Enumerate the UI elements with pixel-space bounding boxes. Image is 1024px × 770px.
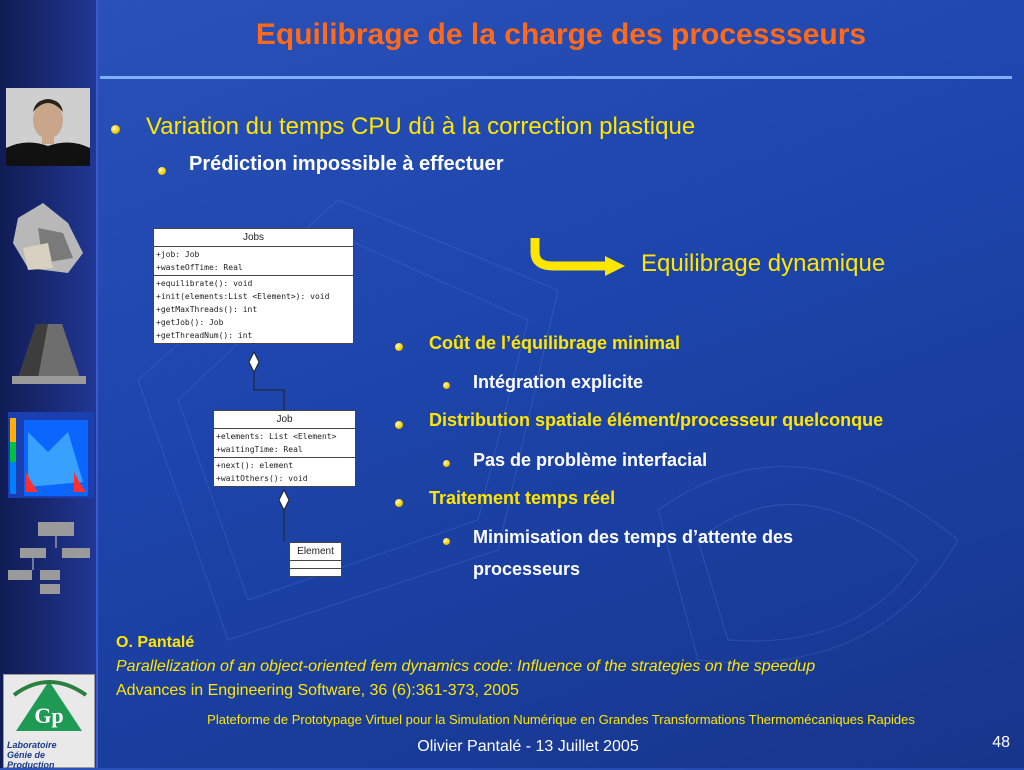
- bullet-icon: [443, 382, 450, 389]
- feature-2: Distribution spatiale élément/processeur quelconque: [429, 410, 884, 430]
- uml-attributes: [154, 247, 353, 276]
- bullet-icon: [395, 499, 403, 507]
- aggregation-diamond-icon: [249, 352, 259, 372]
- association-line: [254, 372, 284, 410]
- bullet-icon: [443, 460, 450, 467]
- lab-logo-line2: Génie de Production: [7, 750, 55, 770]
- feature-3-detail-line2: processeurs: [473, 559, 581, 579]
- svg-text:Gp: Gp: [34, 703, 64, 728]
- uml-class-name: Jobs: [154, 229, 353, 247]
- reference-author: O. Pantalé: [116, 634, 195, 651]
- reference-paper: Parallelization of an object-oriented fem dynamics code: Influence of the strategies on the speedup: [116, 658, 816, 675]
- uml-class-name: Job: [214, 411, 355, 429]
- page-number: 48: [992, 734, 1010, 751]
- main-bullet: Variation du temps CPU dû à la correction plastique: [146, 113, 696, 140]
- bullet-icon: [158, 167, 166, 175]
- uml-attribute: +job: Job: [156, 250, 200, 259]
- uml-attribute: +elements: List <Element>: [216, 432, 337, 441]
- uml-method: +getMaxThreads(): int: [156, 305, 258, 314]
- class-diagram-thumbnail: [6, 520, 92, 596]
- mesh-model-image: [8, 198, 88, 278]
- uml-method: +getThreadNum(): int: [156, 331, 253, 340]
- uml-attribute: +waitingTime: Real: [216, 445, 303, 454]
- title-rule: [100, 76, 1012, 79]
- feature-1: Coût de l’équilibrage minimal: [429, 333, 681, 353]
- reference-journal: Advances in Engineering Software, 36 (6):361-373, 2005: [116, 682, 519, 699]
- uml-method: +getJob(): Job: [156, 318, 224, 327]
- uml-methods: [154, 276, 353, 343]
- uml-attribute: +wasteOfTime: Real: [156, 263, 243, 272]
- presenter-photo: [6, 88, 90, 166]
- footer-platform: Plateforme de Prototypage Virtuel pour la Simulation Numérique en Grandes Transformations Thermomécaniques Rapides: [207, 712, 915, 727]
- feature-3: Traitement temps réel: [429, 488, 616, 508]
- slide-title: Equilibrage de la charge des processseurs: [255, 18, 867, 51]
- bullet-icon: [111, 125, 120, 134]
- dynamic-balancing-label: Equilibrage dynamique: [641, 250, 886, 277]
- yellow-arrow-icon: [525, 234, 630, 280]
- bullet-icon: [395, 343, 403, 351]
- bullet-icon: [395, 421, 403, 429]
- uml-associations: [240, 348, 300, 548]
- uml-class-jobs: [153, 228, 354, 344]
- fem-result-image: [8, 412, 94, 498]
- uml-method: +next(): element: [216, 461, 294, 470]
- lab-logo: [3, 674, 95, 768]
- sub-bullet: Prédiction impossible à effectuer: [189, 153, 504, 175]
- feature-3-detail-line1: Minimisation des temps d’attente des: [473, 527, 794, 547]
- lab-logo-line1: Laboratoire: [7, 740, 57, 750]
- uml-method: +init(elements:List <Element>): void: [156, 292, 330, 301]
- feature-1-detail: Intégration explicite: [473, 372, 644, 392]
- uml-class-name: Element: [290, 543, 341, 561]
- cone-model-image: [8, 320, 90, 386]
- feature-2-detail: Pas de problème interfacial: [473, 450, 708, 470]
- bullet-icon: [443, 538, 450, 545]
- footer-presenter: Olivier Pantalé - 13 Juillet 2005: [417, 738, 639, 755]
- uml-method: +waitOthers(): void: [216, 474, 308, 483]
- gp-logo-icon: [4, 675, 94, 735]
- aggregation-diamond-icon: [279, 490, 289, 510]
- uml-method: +equilibrate(): void: [156, 279, 253, 288]
